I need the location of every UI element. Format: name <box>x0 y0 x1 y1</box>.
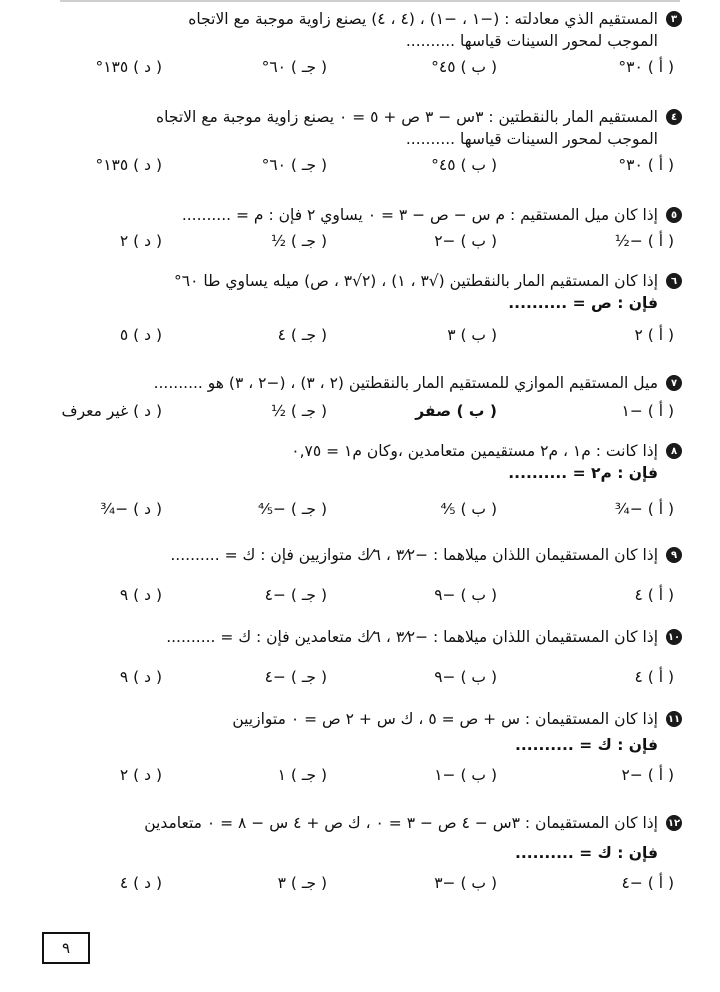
answer-options <box>54 668 682 696</box>
question-text-continued: فإن : م٢ = .......... <box>508 464 658 482</box>
answer-options <box>54 766 682 794</box>
answer-options <box>54 232 682 260</box>
answer-options <box>54 500 682 528</box>
answer-options <box>54 156 682 184</box>
option-a[interactable]: ( أ ) −٢ <box>621 766 674 784</box>
option-a[interactable]: ( أ ) −١ <box>621 402 674 420</box>
question-5 <box>54 202 682 260</box>
top-border <box>60 0 680 2</box>
answer-options <box>54 402 682 430</box>
question-4 <box>54 104 682 184</box>
option-a[interactable]: ( أ ) ٣٠° <box>618 58 674 76</box>
option-b[interactable]: ( ب ) −٢ <box>434 232 497 250</box>
question-12 <box>54 810 682 902</box>
answer-options <box>54 586 682 614</box>
question-text-continued: فإن : ص = .......... <box>508 294 658 312</box>
question-8 <box>54 438 682 528</box>
option-c[interactable]: ( جـ ) ٦٠° <box>261 156 327 174</box>
option-d[interactable]: ( د ) ٢ <box>119 766 162 784</box>
question-6 <box>54 268 682 354</box>
question-7 <box>54 370 682 430</box>
option-c[interactable]: ( جـ ) ½ <box>270 232 327 250</box>
question-number-badge: ٣ <box>666 11 682 27</box>
option-d[interactable]: ( د ) ٥ <box>119 326 162 344</box>
question-text: إذا كان ميل المستقيم : م س − ص − ٣ = ٠ يساوي ٢ فإن : م = .......... <box>181 206 658 224</box>
option-a[interactable]: ( أ ) ٢ <box>634 326 674 344</box>
option-b[interactable]: ( ب ) ٤٥° <box>431 58 497 76</box>
option-c[interactable]: ( جـ ) ½ <box>270 402 327 420</box>
question-number-badge: ٨ <box>666 443 682 459</box>
page-number: ٩ <box>61 939 71 957</box>
option-b[interactable]: ( ب ) ٣ <box>447 326 497 344</box>
question-text: المستقيم الذي معادلته : (−١ ، −١) ، (٤ ، ٤) يصنع زاوية موجبة مع الاتجاه <box>188 10 658 28</box>
question-text: إذا كانت : م١ ، م٢ مستقيمين متعامدين ،وكان م١ = ٠,٧٥ <box>291 442 658 460</box>
question-text: إذا كان المستقيمان اللذان ميلاهما : −٣⁄٢ ، ٦⁄ك متوازيين فإن : ك = .......... <box>170 546 658 564</box>
option-c[interactable]: ( جـ ) −٤ <box>264 586 327 604</box>
question-3 <box>54 6 682 86</box>
option-a[interactable]: ( أ ) −¾ <box>614 500 674 518</box>
option-d[interactable]: ( د ) ١٣٥° <box>95 58 162 76</box>
option-b[interactable]: ( ب ) ٤٥° <box>431 156 497 174</box>
answer-options <box>54 58 682 86</box>
option-b[interactable]: ( ب ) ⅘ <box>440 500 497 518</box>
option-b[interactable]: ( ب ) −٩ <box>434 668 497 686</box>
option-b[interactable]: ( ب ) −١ <box>434 766 497 784</box>
question-text: إذا كان المستقيمان : س + ص = ٥ ، ك س + ٢ ص = ٠ متوازيين <box>232 710 658 728</box>
question-number-badge: ٧ <box>666 375 682 391</box>
option-d[interactable]: ( د ) ١٣٥° <box>95 156 162 174</box>
option-c[interactable]: ( جـ ) ٤ <box>277 326 327 344</box>
question-number-badge: ١١ <box>666 711 682 727</box>
question-text: إذا كان المستقيمان : ٣س − ٤ ص − ٣ = ٠ ، ك ص + ٤ س − ٨ = ٠ متعامدين <box>144 814 658 832</box>
option-d[interactable]: ( د ) ٤ <box>119 874 162 892</box>
option-c[interactable]: ( جـ ) −⅘ <box>257 500 327 518</box>
option-a[interactable]: ( أ ) −٤ <box>621 874 674 892</box>
question-text: ميل المستقيم الموازي للمستقيم المار بالنقطتين (٢ ، ٣) ، (−٢ ، ٣) هو .......... <box>153 374 658 392</box>
question-text-continued: الموجب لمحور السينات قياسها .......... <box>405 130 658 148</box>
question-text: إذا كان المستقيمان اللذان ميلاهما : −٣⁄٢ ، ٦⁄ك متعامدين فإن : ك = .......... <box>166 628 658 646</box>
question-11 <box>54 706 682 794</box>
question-text: المستقيم المار بالنقطتين : ٣س − ٣ ص + ٥ = ٠ يصنع زاوية موجبة مع الاتجاه <box>155 108 658 126</box>
option-c[interactable]: ( جـ ) ١ <box>277 766 327 784</box>
question-number-badge: ١٠ <box>666 629 682 645</box>
option-a[interactable]: ( أ ) ٣٠° <box>618 156 674 174</box>
option-a[interactable]: ( أ ) ٤ <box>634 586 674 604</box>
question-number-badge: ٩ <box>666 547 682 563</box>
answer-options <box>54 874 682 902</box>
question-text: إذا كان المستقيم المار بالنقطتين (√٣ ، ١) ، (٢√٣ ، ص) ميله يساوي طا ٦٠° <box>174 272 658 290</box>
question-9 <box>54 542 682 614</box>
option-a[interactable]: ( أ ) −½ <box>614 232 674 250</box>
option-c[interactable]: ( جـ ) −٤ <box>264 668 327 686</box>
option-d[interactable]: ( د ) ٩ <box>119 668 162 686</box>
question-number-badge: ٥ <box>666 207 682 223</box>
option-b[interactable]: ( ب ) صفر <box>415 402 497 420</box>
question-text-continued: فإن : ك = .......... <box>514 736 658 754</box>
question-number-badge: ١٢ <box>666 815 682 831</box>
option-a[interactable]: ( أ ) ٤ <box>634 668 674 686</box>
question-number-badge: ٦ <box>666 273 682 289</box>
option-d[interactable]: ( د ) غير معرف <box>61 402 162 420</box>
answer-options <box>54 326 682 354</box>
question-text-continued: الموجب لمحور السينات قياسها .......... <box>405 32 658 50</box>
question-10 <box>54 624 682 696</box>
question-number-badge: ٤ <box>666 109 682 125</box>
option-d[interactable]: ( د ) ٢ <box>119 232 162 250</box>
option-d[interactable]: ( د ) ٩ <box>119 586 162 604</box>
question-text-continued: فإن : ك = .......... <box>514 844 658 862</box>
option-b[interactable]: ( ب ) −٩ <box>434 586 497 604</box>
option-c[interactable]: ( جـ ) ٣ <box>277 874 327 892</box>
option-d[interactable]: ( د ) −¾ <box>100 500 162 518</box>
page-number-box <box>42 932 90 964</box>
option-b[interactable]: ( ب ) −٣ <box>434 874 497 892</box>
option-c[interactable]: ( جـ ) ٦٠° <box>261 58 327 76</box>
